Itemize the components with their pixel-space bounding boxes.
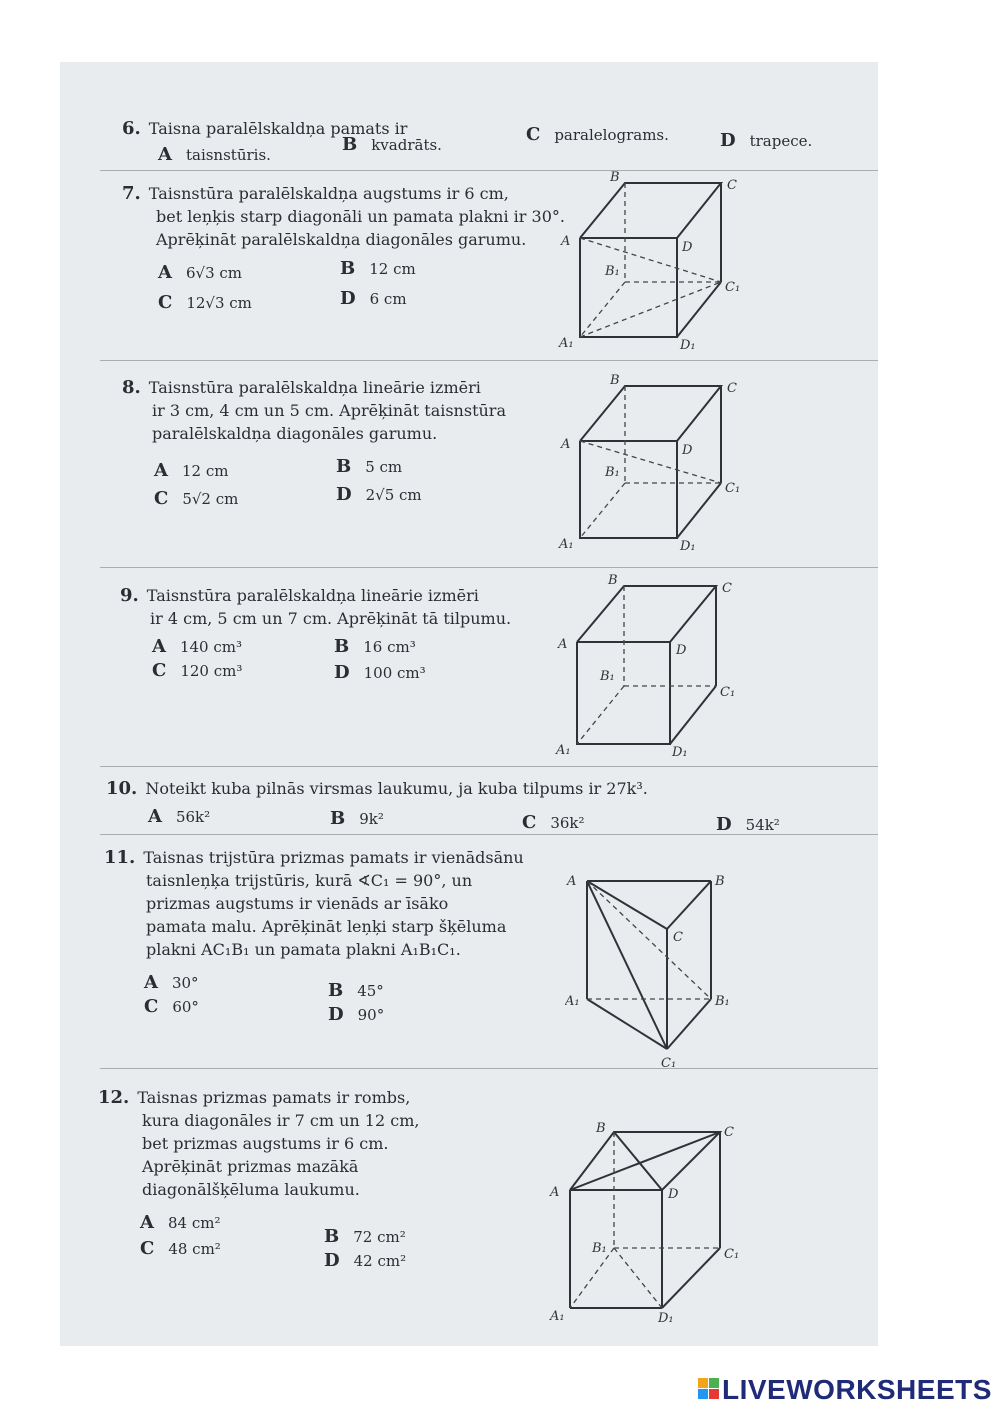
option-c[interactable]: C 36k² [522, 812, 585, 833]
divider [100, 567, 878, 568]
label-b: B [596, 1121, 606, 1136]
box-diagram [555, 167, 755, 357]
label-d: D [668, 1187, 679, 1202]
question-text: Taisna paralēlskaldņa pamats ir [148, 119, 408, 138]
label-c1: C₁ [725, 481, 741, 496]
label-b1: B₁ [592, 1241, 607, 1256]
option-a[interactable]: A 84 cm² [140, 1212, 221, 1233]
option-b[interactable]: B kvadrāts. [342, 134, 442, 155]
label-b1: B₁ [600, 669, 615, 684]
label-c: C [727, 381, 737, 396]
option-d[interactable]: D 6 cm [340, 288, 407, 309]
label-a: A [567, 874, 577, 889]
question-number: 7. [122, 183, 141, 204]
rhombus-prism-diagram [548, 1118, 758, 1333]
question-text: Noteikt kuba pilnās virsmas laukumu, ja kuba tilpums ir 27k³. [145, 779, 648, 798]
label-a1: A₁ [559, 336, 574, 351]
label-a1: A₁ [556, 743, 571, 758]
option-c[interactable]: C 60° [144, 996, 199, 1017]
option-b[interactable]: B 16 cm³ [334, 636, 416, 657]
option-b[interactable]: B 9k² [330, 808, 384, 829]
label-b: B [608, 573, 618, 588]
label-b: B [610, 373, 620, 388]
question-10 [106, 778, 648, 799]
label-d1: D₁ [680, 539, 696, 554]
divider [100, 170, 878, 171]
label-b1: B₁ [605, 465, 620, 480]
question-number: 10. [106, 778, 138, 799]
option-a[interactable]: A 56k² [148, 806, 211, 827]
brand-text: LIVEWORKSHEETS [722, 1374, 992, 1405]
box-diagram [555, 370, 755, 560]
question-number: 12. [98, 1087, 130, 1108]
label-a: A [558, 637, 568, 652]
label-b1: B₁ [715, 994, 730, 1009]
question-number: 9. [120, 585, 139, 606]
label-a: A [561, 437, 571, 452]
divider [100, 834, 878, 835]
label-c1: C₁ [720, 685, 736, 700]
label-d: D [682, 443, 693, 458]
label-c: C [727, 178, 737, 193]
label-d1: D₁ [672, 745, 688, 760]
question-9: 9. Taisnstūra paralēlskaldņa lineārie izmēri ir 4 cm, 5 cm un 7 cm. Aprēķināt tā tilpumu. [120, 585, 512, 628]
liveworksheets-logo-icon [698, 1378, 720, 1400]
label-c: C [673, 930, 683, 945]
divider [100, 766, 878, 767]
option-d[interactable]: D 42 cm² [324, 1250, 407, 1271]
option-d[interactable]: D 100 cm³ [334, 662, 426, 683]
label-b: B [610, 170, 620, 185]
label-d1: D₁ [658, 1311, 674, 1326]
label-a1: A₁ [565, 994, 580, 1009]
question-number: 11. [104, 847, 136, 868]
label-c1: C₁ [724, 1247, 740, 1262]
label-c: C [724, 1125, 734, 1140]
question-12: 12. Taisnas prizmas pamats ir rombs, kura diagonāles ir 7 cm un 12 cm, bet prizmas augstums ir 6 cm. Aprēķināt prizmas mazākā diagonālšķēluma laukumu. [98, 1087, 420, 1199]
label-c1: C₁ [725, 280, 741, 295]
label-b: B [715, 874, 725, 889]
question-8: 8. Taisnstūra paralēlskaldņa lineārie izmēri ir 3 cm, 4 cm un 5 cm. Aprēķināt taisnstūra paralēlskaldņa diagonāles garumu. [122, 377, 506, 443]
option-d[interactable]: D 90° [328, 1004, 385, 1025]
option-b[interactable]: B 12 cm [340, 258, 416, 279]
label-b1: B₁ [605, 264, 620, 279]
prism-diagram [565, 867, 765, 1077]
option-c[interactable]: C 5√2 cm [154, 488, 239, 509]
label-a: A [561, 234, 571, 249]
question-11: 11. Taisnas trijstūra prizmas pamats ir vienādsānu taisnleņķa trijstūris, kurā ∢C₁ = 90°, un prizmas augstums ir vienāds ar īsāko pamata malu. Aprēķināt leņķi starp šķēluma plakni AC₁B₁ un pamata plakni A₁B₁C₁. [104, 847, 524, 959]
option-d[interactable]: D 2√5 cm [336, 484, 422, 505]
option-a[interactable]: A 140 cm³ [152, 636, 243, 657]
label-c1: C₁ [661, 1056, 677, 1071]
option-c[interactable]: C 48 cm² [140, 1238, 221, 1259]
option-a[interactable]: A taisnstūris. [158, 144, 271, 165]
worksheet-page [60, 62, 878, 1346]
option-b[interactable]: B 5 cm [336, 456, 403, 477]
option-c[interactable]: C 12√3 cm [158, 292, 252, 313]
label-c: C [722, 581, 732, 596]
option-c[interactable]: C 120 cm³ [152, 660, 243, 681]
question-7: 7. Taisnstūra paralēlskaldņa augstums ir 6 cm, bet leņķis starp diagonāli un pamata plakni ir 30°. Aprēķināt paralēlskaldņa diagonāles garumu. [122, 183, 565, 249]
box-diagram [552, 572, 752, 762]
option-a[interactable]: A 6√3 cm [158, 262, 243, 283]
option-d[interactable]: D trapece. [720, 130, 813, 151]
option-b[interactable]: B 45° [328, 980, 384, 1001]
label-d1: D₁ [680, 338, 696, 353]
option-a[interactable]: A 12 cm [154, 460, 229, 481]
option-b[interactable]: B 72 cm² [324, 1226, 406, 1247]
label-d: D [682, 240, 693, 255]
label-d: D [676, 643, 687, 658]
divider [100, 1068, 878, 1069]
divider [100, 360, 878, 361]
option-c[interactable]: C paralelograms. [526, 124, 669, 145]
option-a[interactable]: A 30° [144, 972, 199, 993]
question-number: 6. [122, 118, 141, 139]
label-a1: A₁ [550, 1309, 565, 1324]
label-a: A [550, 1185, 560, 1200]
label-a1: A₁ [559, 537, 574, 552]
question-number: 8. [122, 377, 141, 398]
option-d[interactable]: D 54k² [716, 814, 780, 835]
